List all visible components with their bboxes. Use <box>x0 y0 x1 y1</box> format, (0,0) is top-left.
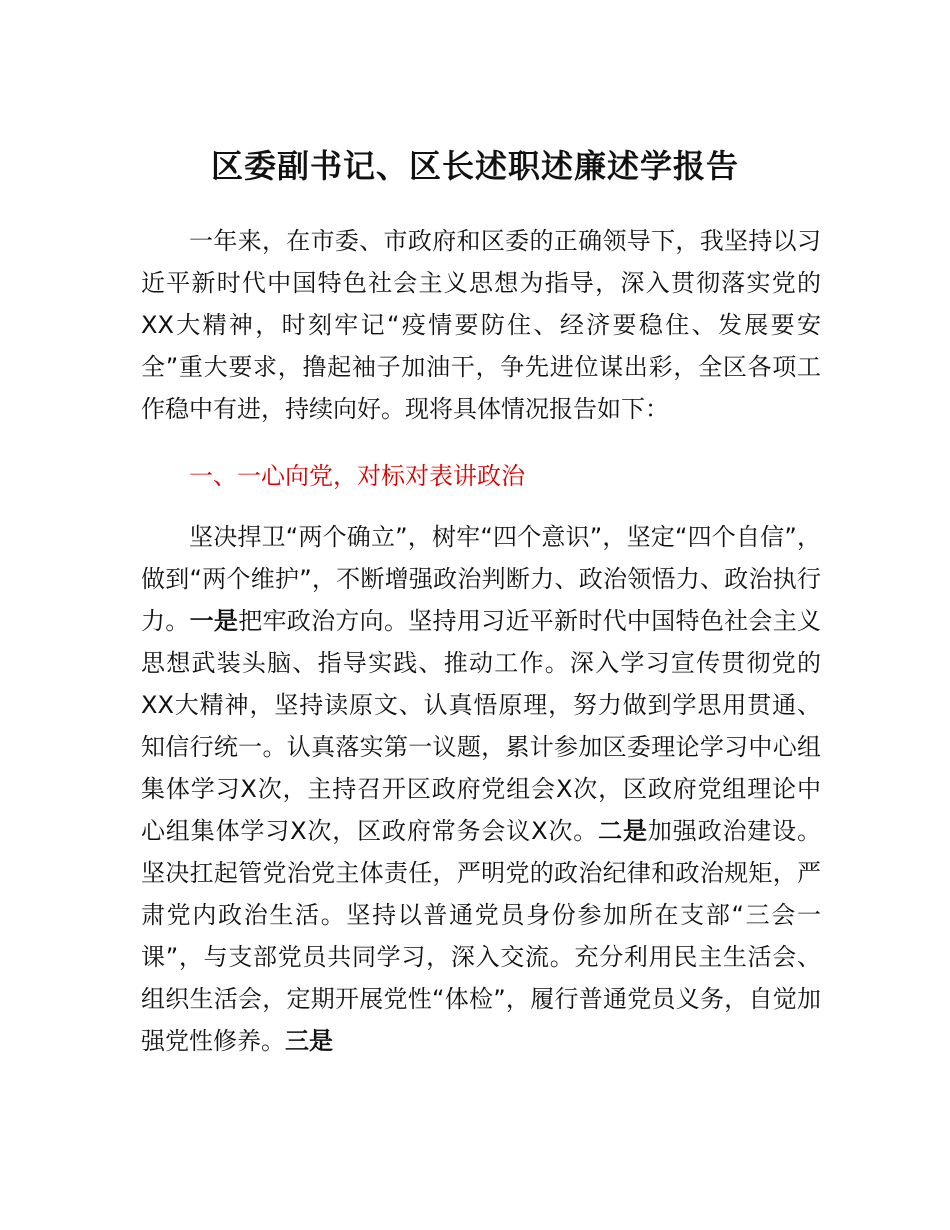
section1-paragraph <box>141 516 821 1062</box>
point-text-1: 把牢政治方向。坚持用习近平新时代中国特色社会主义思想武装头脑、指导实践、推动工作。深入学习宣传贯彻党的XX大精神，坚持读原文、认真悟原理，努力做到学思用贯通、知信行统一。认真落实第一议题，累计参加区委理论学习中心组集体学习X次，主持召开区政府党组会X次，区政府党组理论中心组集体学习X次，区政府常务会议X次。 <box>141 607 822 845</box>
point-marker-1: 一是 <box>189 607 239 635</box>
point-marker-3: 三是 <box>285 1027 333 1055</box>
section-heading-1: 一、一心向党，对标对表讲政治 <box>189 462 525 490</box>
section1-lead: 坚决捍卫“两个确立”，树牢“四个意识”，坚定“四个自信”，做到“两个维护”，不断增强政治判断力、政治领悟力、政治执行力。 <box>141 523 821 635</box>
document-title: 区委副书记、区长述职述廉述学报告 <box>210 147 739 185</box>
point-text-2: 加强政治建设。坚决扛起管党治党主体责任，严明党的政治纪律和政治规矩，严肃党内政治生活。坚持以普通党员身份参加所在支部“三会一课”，与支部党员共同学习，深入交流。充分利用民主生活会、组织生活会，定期开展党性“体检”，履行普通党员义务，自觉加强党性修养。 <box>141 817 822 1055</box>
intro-paragraph: 一年来，在市委、市政府和区委的正确领导下，我坚持以习近平新时代中国特色社会主义思想为指导，深入贯彻落实党的XX大精神，时刻牢记“疫情要防住、经济要稳住、发展要安全”重大要求，撸起袖子加油干，争先进位谋出彩，全区各项工作稳中有进，持续向好。现将具体情况报告如下： <box>141 227 821 423</box>
point-marker-2: 二是 <box>598 817 648 845</box>
